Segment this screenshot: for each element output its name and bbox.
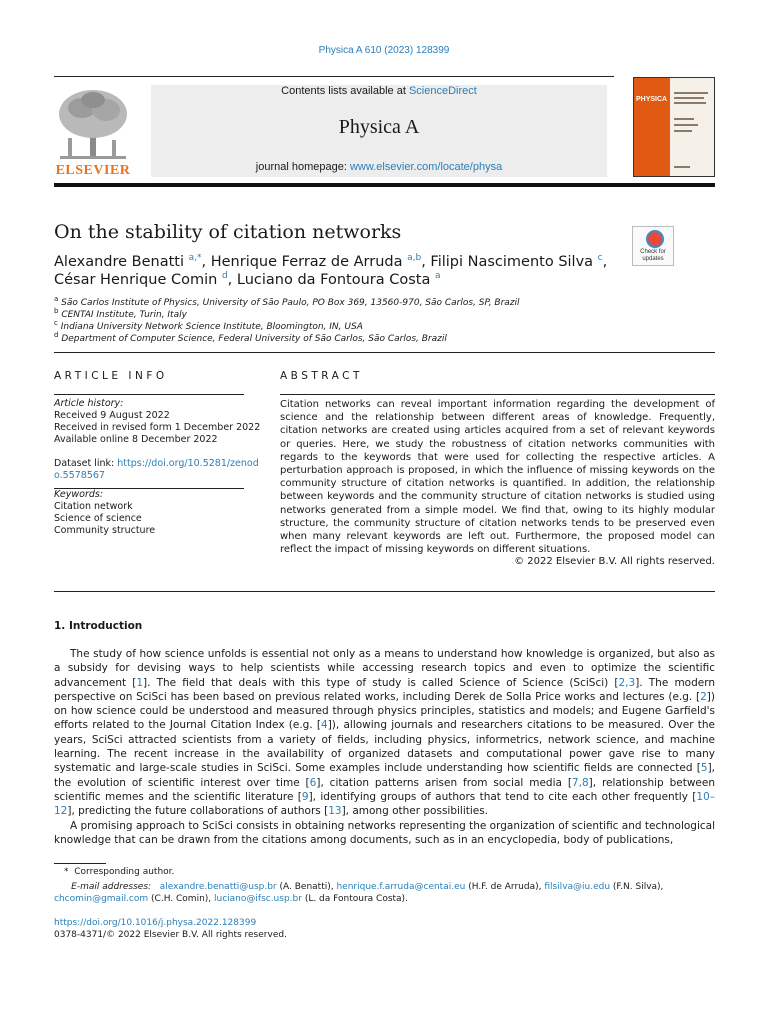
citation-link[interactable]: 10–12 bbox=[54, 790, 716, 818]
homepage-link[interactable]: www.elsevier.com/locate/physa bbox=[349, 161, 503, 173]
section-heading-introduction: 1. Introduction bbox=[54, 620, 143, 632]
crossmark-label: Check for updates bbox=[640, 249, 666, 262]
article-title: On the stability of citation networks bbox=[54, 221, 402, 243]
author-name[interactable]: César Henrique Comin bbox=[54, 271, 218, 288]
introduction-body bbox=[54, 647, 715, 847]
available-date: Available online 8 December 2022 bbox=[54, 434, 218, 445]
journal-cover-thumbnail[interactable] bbox=[633, 77, 715, 177]
revised-date: Received in revised form 1 December 2022 bbox=[54, 422, 261, 433]
citation-link[interactable]: 1 bbox=[136, 676, 144, 689]
email-addresses: E-mail addresses: alexandre.benatti@usp.br (A. Benatti), henrique.f.arruda@centai.eu (H.F. de Arruda), filsilva@iu.edu (F.N. Silva), chcomin@gmail.com (C.H. Comin), luciano@ifsc.usp.br (L. da Fontoura Costa). bbox=[54, 882, 664, 904]
contents-prefix: Contents lists available at bbox=[281, 85, 409, 97]
author-list-line-1: Alexandre Benatti $^{a,*}$, Henrique Ferraz de Arruda $^{a,b}$, Filipi Nascimento Silva $^c$, bbox=[54, 253, 608, 270]
citation-link[interactable]: 9 bbox=[301, 790, 309, 803]
sciencedirect-link[interactable]: ScienceDirect bbox=[408, 85, 477, 97]
citation-link[interactable]: 13 bbox=[328, 805, 342, 818]
abstract-heading: ABSTRACT bbox=[280, 370, 363, 382]
author-affiliation-mark[interactable]: a,b bbox=[407, 253, 422, 263]
affiliation: $^d$ Department of Computer Science, Federal University of São Carlos, São Carlos, Brazil bbox=[54, 331, 447, 344]
contents-line bbox=[151, 85, 607, 97]
corresponding-author-note: * Corresponding author. bbox=[64, 867, 175, 877]
author-affiliation-mark[interactable]: c bbox=[597, 253, 603, 263]
paragraph: A promising approach to SciSci consists in obtaining networks representing the organization of scientific and technological knowledge that can be drawn from the citations among documents, such as in an encyclopedia, body of publications, bbox=[54, 819, 716, 846]
email-link[interactable]: alexandre.benatti@usp.br bbox=[159, 882, 277, 892]
received-date: Received 9 August 2022 bbox=[54, 410, 170, 421]
citation-link[interactable]: 6 bbox=[309, 776, 317, 789]
author-list-line-2: César Henrique Comin $^d$, Luciano da Fontoura Costa $^a$ bbox=[54, 271, 441, 288]
paragraph: The study of how science unfolds is essential not only as a means to understand how knowledge is organized, but also as a subsidy for devising ways to help scientists while accessing research topics and even to optimize the scientific advancement [1]. The field that deals with this type of study is called Science of Science (SciSci) [2,3]. The modern perspective on SciSci has been based on previous related works, including Derek de Solla Price works and lectures (e.g. [2]) on how science could be understood and measured through physics principles, statistics and models; and Eugene Garfield's efforts related to the Journal Citation Index (e.g. [4]), allowing journals and researchers citations to be measured. Over the years, SciSci attracted scientists from a variety of fields, including physics, informetrics, network science, and machine learning. The recent increase in the availability of organized datasets and computational power gave rise to many systematic and large-scale studies in SciSci. Some examples include understanding how scientific fields are connected [5], the evolution of scientific interest over time [6], citation patterns arisen from social media [7,8], relationship between scientific memes and the scientific literature [9], identifying groups of authors that tend to cite each other frequently [10–12], predicting the future collaborations of authors [13], among other possibilities. bbox=[54, 648, 716, 818]
email-link[interactable]: henrique.f.arruda@centai.eu bbox=[336, 882, 466, 892]
footnote-rule bbox=[54, 863, 106, 864]
cover-accent-bar bbox=[634, 78, 670, 176]
citation-link[interactable]: 5 bbox=[700, 762, 708, 775]
abstract-copyright: © 2022 Elsevier B.V. All rights reserved. bbox=[514, 556, 715, 567]
citation-link[interactable]: 4 bbox=[321, 719, 328, 732]
citation-link[interactable]: 7,8 bbox=[571, 776, 589, 789]
crossmark-icon bbox=[646, 230, 664, 248]
author-name[interactable]: Henrique Ferraz de Arruda bbox=[210, 253, 403, 270]
check-for-updates-badge[interactable] bbox=[632, 226, 674, 266]
issn-copyright: 0378-4371/© 2022 Elsevier B.V. All rights reserved. bbox=[54, 930, 287, 940]
keyword: Community structure bbox=[54, 525, 156, 536]
dataset-link-line: Dataset link: https://doi.org/10.5281/zenod bbox=[54, 458, 259, 469]
journal-name: Physica A bbox=[338, 116, 420, 138]
doi-link[interactable]: https://doi.org/10.1016/j.physa.2022.128399 bbox=[54, 918, 257, 928]
dataset-link[interactable]: https://doi.org/10.5281/zenod bbox=[117, 458, 259, 469]
homepage-prefix: journal homepage: bbox=[255, 161, 350, 173]
abstract-rule bbox=[280, 394, 715, 395]
dataset-link-continued[interactable]: o.5578567 bbox=[54, 470, 105, 481]
keyword: Citation network bbox=[54, 501, 133, 512]
affiliation: $^a$ São Carlos Institute of Physics, University of São Paulo, PO Box 369, 13560-970, São Carlos, SP, Brazil bbox=[54, 295, 520, 308]
email-link[interactable]: filsilva@iu.edu bbox=[544, 882, 611, 892]
author-affiliation-mark[interactable]: a bbox=[434, 271, 441, 281]
author-affiliation-mark[interactable]: d bbox=[221, 271, 228, 281]
section-rule bbox=[54, 352, 715, 353]
header-thick-rule bbox=[54, 183, 715, 187]
history-label: Article history: bbox=[54, 398, 124, 409]
author-name[interactable]: Filipi Nascimento Silva bbox=[430, 253, 594, 270]
email-link[interactable]: chcomin@gmail.com bbox=[54, 894, 149, 904]
section-rule bbox=[54, 591, 715, 592]
affiliation: $^b$ CENTAI Institute, Turin, Italy bbox=[54, 307, 187, 320]
keywords-label: Keywords: bbox=[54, 489, 104, 500]
affiliation: $^c$ Indiana University Network Science Institute, Bloomington, IN, USA bbox=[54, 319, 363, 332]
cover-title: PHYSICA bbox=[636, 96, 668, 103]
author-affiliation-mark[interactable]: a,* bbox=[188, 253, 202, 263]
abstract-text: Citation networks can reveal important information regarding the development of science and the relationship between different areas of knowledge. Frequently, citation networks are created using articles acquired from a set of relevant keywords or queries. Here, we study the robustness of citation networks communities with regards to the keywords that were used for collecting the respective articles. A perturbation approach is proposed, in which the influence of missing keywords on the community structure of citation networks is quantified. In addition, the relationship between keywords and the community structure of citation networks is studied using networks generated from a simple model. We find that, owing to its highly modular structure, the community structure of citation networks tends to be preserved even when many relevant keywords are left out. Furthermore, the proposed model can reflect the impact of missing keywords on different situations. bbox=[280, 399, 715, 556]
article-info-heading: ARTICLE INFO bbox=[54, 370, 168, 382]
homepage-line bbox=[151, 161, 607, 173]
article-info-rule bbox=[54, 394, 244, 395]
citation-link[interactable]: 2 bbox=[700, 690, 707, 703]
citation-link[interactable]: 2,3 bbox=[618, 676, 636, 689]
elsevier-wordmark: ELSEVIER bbox=[55, 163, 131, 178]
email-link[interactable]: luciano@ifsc.usp.br bbox=[214, 894, 302, 904]
keyword: Science of science bbox=[54, 513, 142, 524]
journal-reference[interactable]: Physica A 610 (2023) 128399 bbox=[318, 45, 450, 56]
author-name[interactable]: Alexandre Benatti bbox=[54, 253, 184, 270]
header-rule bbox=[54, 76, 614, 77]
author-name[interactable]: Luciano da Fontoura Costa bbox=[236, 271, 431, 288]
